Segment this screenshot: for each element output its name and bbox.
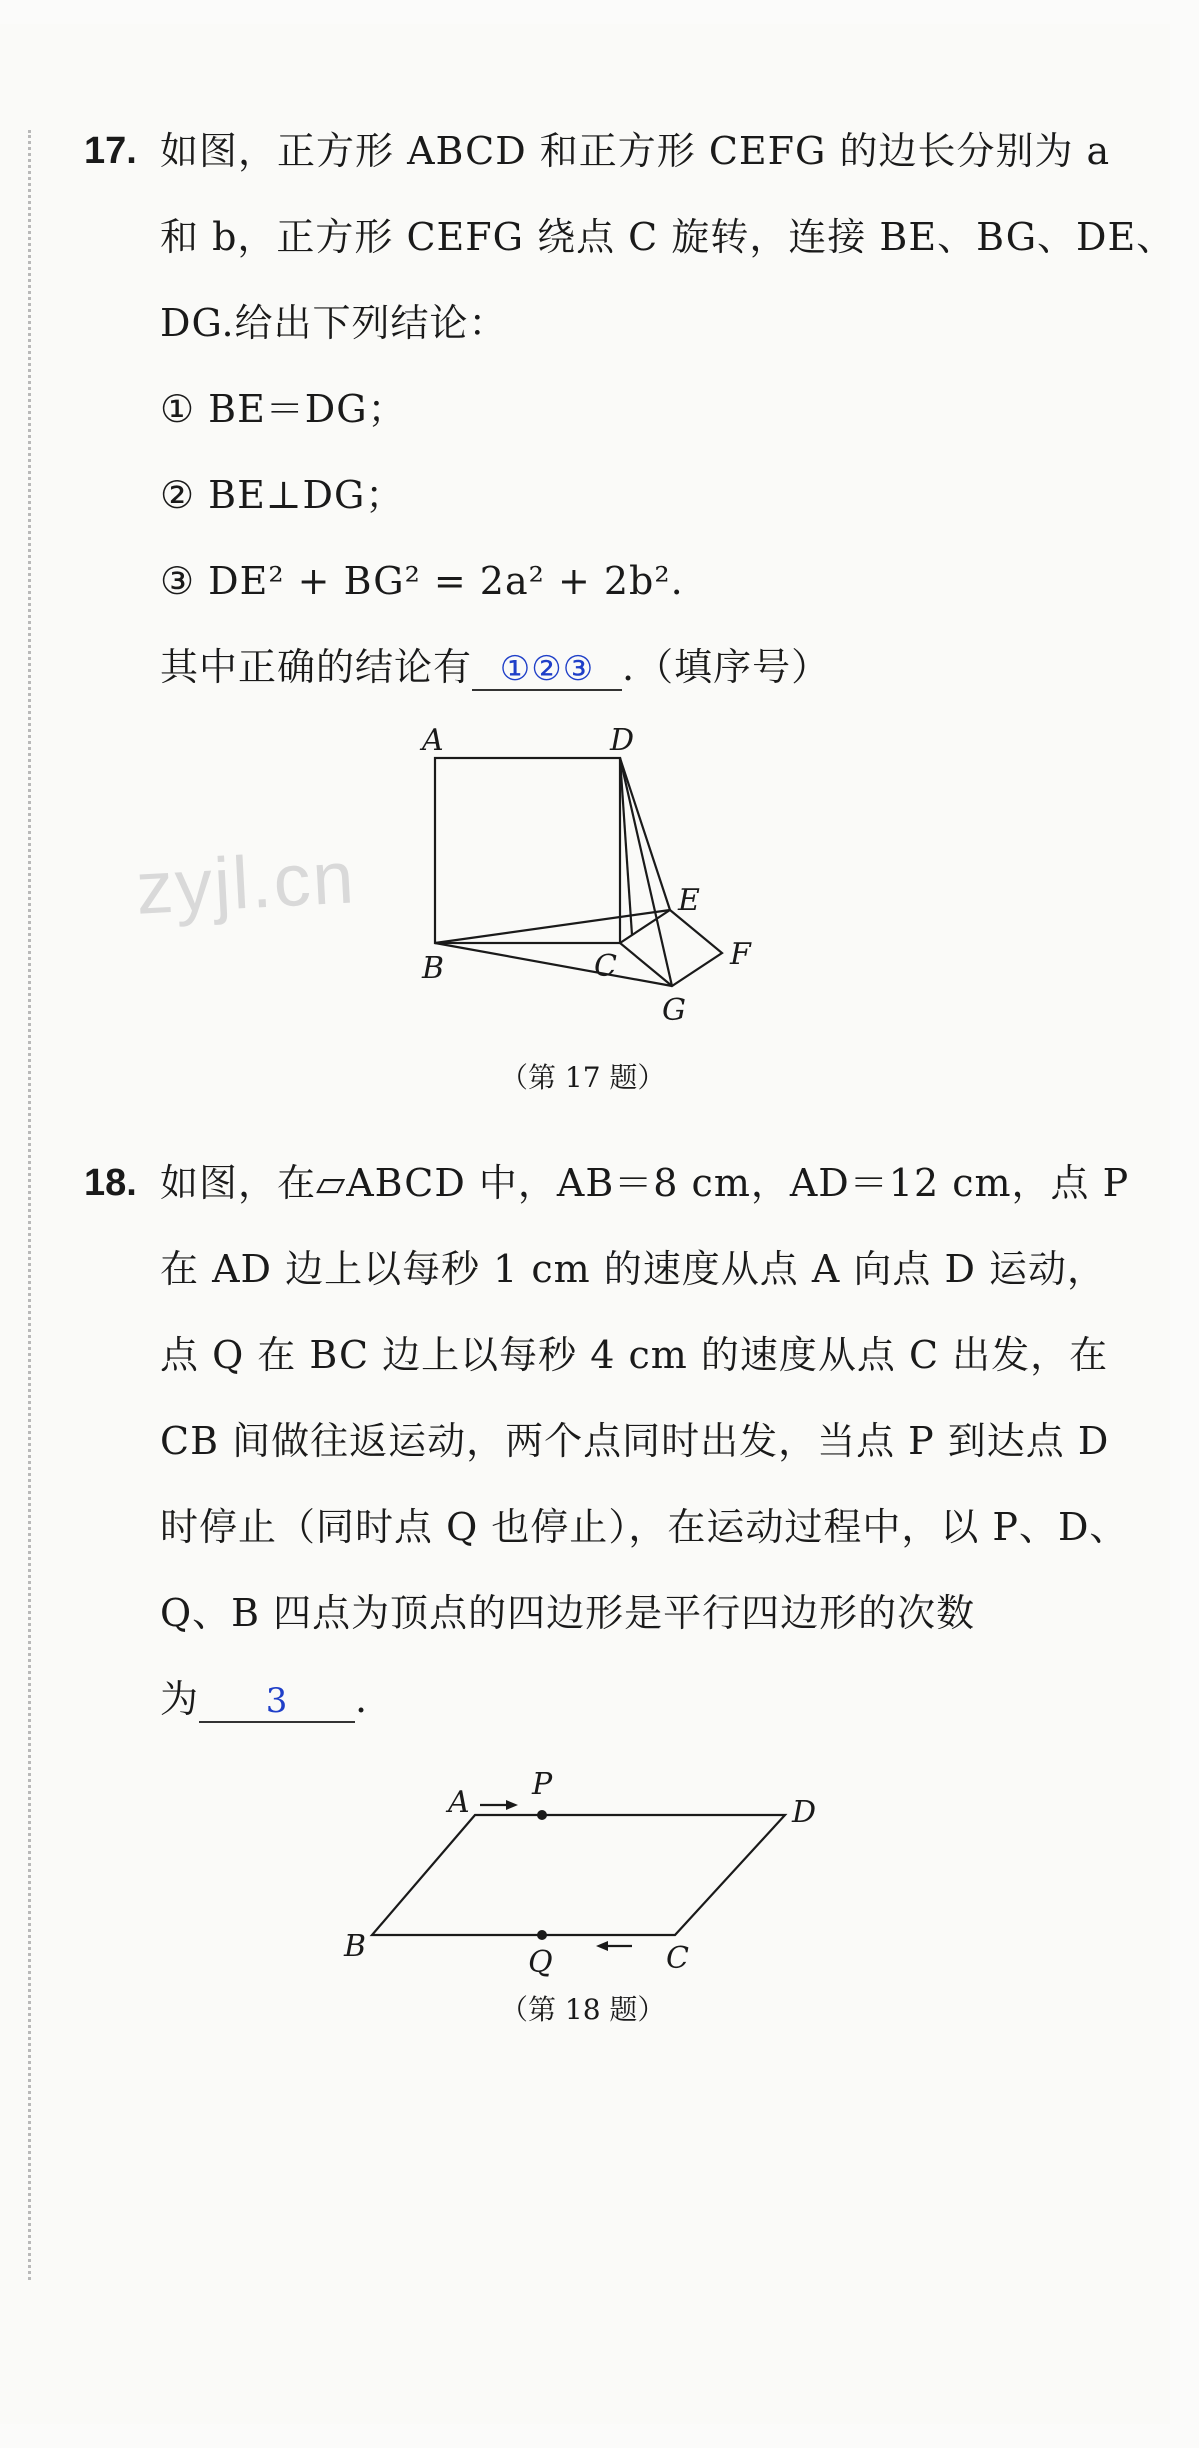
q17-answer-blank[interactable]: ①②③ (472, 649, 622, 691)
q17-conclusion-3: ③ DE² + BG² = 2a² + 2b². (160, 559, 684, 603)
q18-line-3: 点 Q 在 BC 边上以每秒 4 cm 的速度从点 C 出发，在 (160, 1333, 1109, 1377)
q18-line-1: 如图，在▱ABCD 中，AB＝8 cm，AD＝12 cm，点 P (160, 1161, 1130, 1205)
label-p: P (532, 1767, 553, 1802)
square-cefg (620, 910, 722, 986)
label-d: D (792, 1795, 817, 1830)
q18-figure (330, 1760, 850, 1980)
watermark-text: zyjl.cn (133, 835, 358, 930)
label-a: A (448, 1785, 470, 1820)
margin-dotted-line (28, 130, 31, 2280)
q18-answer-line (160, 1674, 368, 1724)
q17-conclusion-2: ② BE⊥DG； (160, 473, 405, 517)
segment-be (435, 910, 670, 943)
q18-line-2: 在 AD 边上以每秒 1 cm 的速度从点 A 向点 D 运动， (160, 1247, 1107, 1291)
arrow-p-head (506, 1800, 518, 1810)
q17-ask-after: .（填序号） (622, 645, 831, 689)
q18-ask-after: . (355, 1677, 369, 1721)
q17-figure (400, 720, 760, 1050)
label-c: C (666, 1941, 689, 1976)
parallelogram-abcd (372, 1815, 785, 1935)
q17-line-3: DG.给出下列结论： (160, 301, 508, 345)
q17-number: 17. (84, 130, 137, 172)
label-e: E (678, 883, 700, 918)
label-f: F (730, 937, 751, 972)
q17-caption: （第 17 题） (500, 1061, 666, 1094)
q17-conclusion-1: ① BE＝DG； (160, 387, 407, 431)
point-p (537, 1810, 547, 1820)
q17-line-2: 和 b，正方形 CEFG 绕点 C 旋转，连接 BE、BG、DE、 (160, 215, 1176, 259)
label-c: C (594, 949, 617, 984)
square-abcd (435, 758, 620, 943)
arrow-q-head (596, 1941, 608, 1951)
q18-number: 18. (84, 1162, 137, 1204)
q17-line-1: 如图，正方形 ABCD 和正方形 CEFG 的边长分别为 a (160, 129, 1111, 173)
label-q: Q (528, 1945, 553, 1980)
label-g: G (662, 993, 686, 1028)
segment-bg (435, 943, 672, 986)
label-a: A (422, 723, 444, 758)
label-d: D (610, 723, 635, 758)
q18-line-4: CB 间做往返运动，两个点同时出发，当点 P 到达点 D (160, 1419, 1110, 1463)
q18-answer-blank[interactable]: 3 (199, 1681, 355, 1723)
q17-answer-line (160, 642, 830, 692)
q18-caption: （第 18 题） (500, 1993, 666, 2026)
q18-line-5: 时停止（同时点 Q 也停止），在运动过程中，以 P、D、 (160, 1505, 1129, 1549)
q18-line-6: Q、B 四点为顶点的四边形是平行四边形的次数 (160, 1591, 976, 1635)
point-q (537, 1930, 547, 1940)
label-b: B (344, 1929, 367, 1964)
segment-de (620, 758, 670, 910)
q18-ask-before: 为 (160, 1677, 200, 1721)
label-b: B (422, 951, 445, 986)
q17-ask-before: 其中正确的结论有 (160, 645, 473, 689)
